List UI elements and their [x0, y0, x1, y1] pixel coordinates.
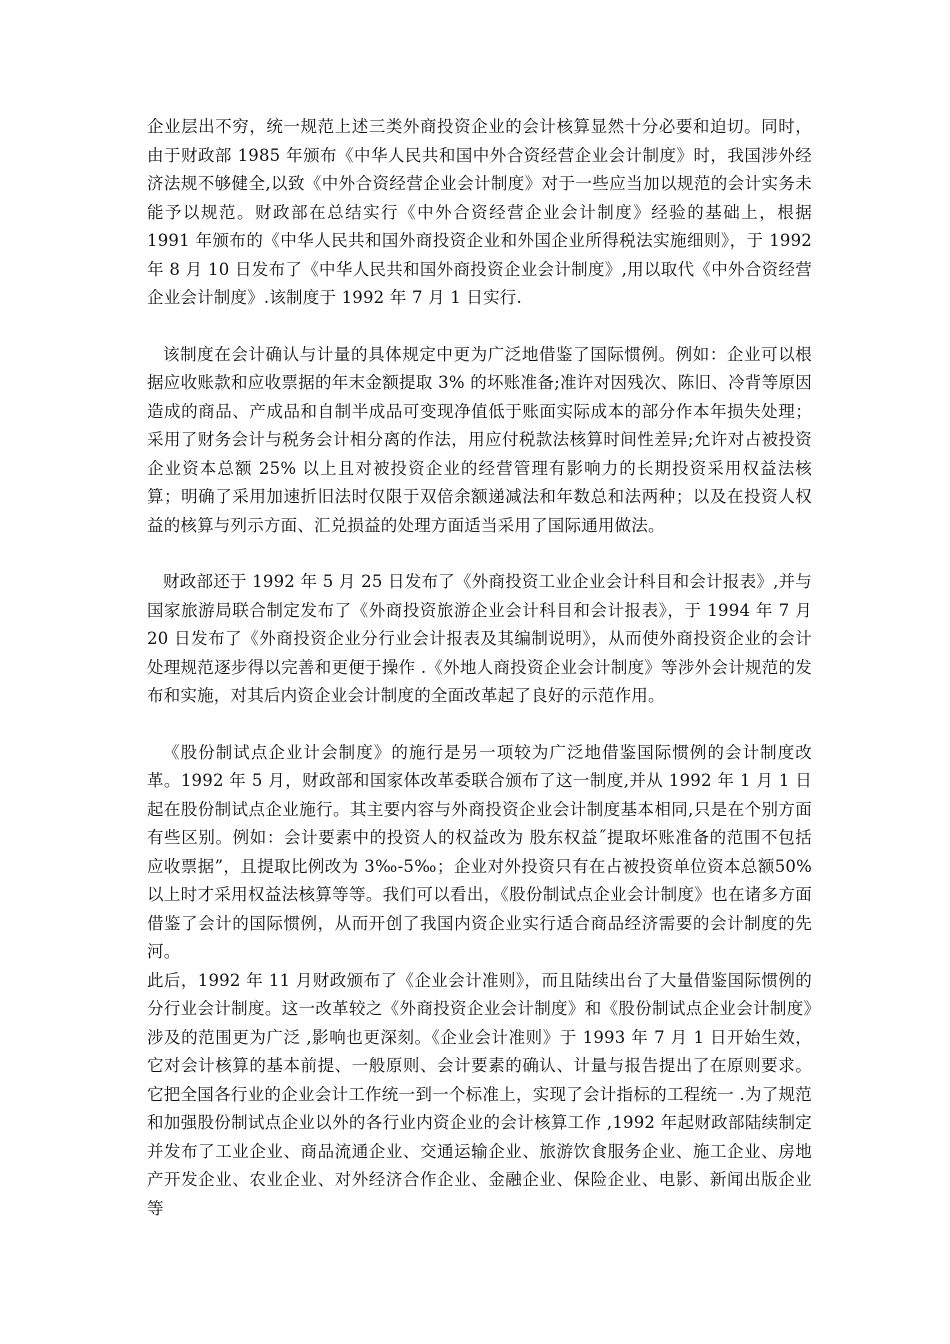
document-page [147, 113, 818, 1223]
paragraph-3: 财政部还于 1992 年 5 月 25 日发布了《外商投资工业企业会计科目和会计报表》,并与国家旅游局联合制定发布了《外商投资旅游企业会计科目和会计报表》，于 1994 年 7 月 20 日发布了《外商投资企业分行业会计报表及其编制说明》，从而使外商投资企业的会计处理规范逐步得以完善和更便于操作 .《外地人商投资企业会计制度》等涉外会计规范的发布和实施，对其后内资企业会计制度的全面改革起了良好的示范作用。 [147, 572, 818, 705]
paragraph-4: 《股份制试点企业计会制度》的施行是另一项较为广泛地借鉴国际惯例的会计制度改革。1992 年 5 月，财政部和国家体改革委联合颁布了这一制度,并从 1992 年 1 月 1 日起在股份制试点企业施行。其主要内容与外商投资企业会计制度基本相同,只是在个别方面有些区别。例如：会计要素中的投资人的权益改为 股东权益˝提取坏账准备的范围不包括 应收票据”，且提取比例改为 3‰-5‰；企业对外投资只有在占被投资单位资本总额50% 以上时才采用权益法核算等等。我们可以看出，《股份制试点企业会计制度》也在诸多方面借鉴了会计的国际惯例，从而开创了我国内资企业实行适合商品经济需要的会计制度的先河。 [147, 742, 818, 961]
paragraph-5: 此后，1992 年 11 月财政颁布了《企业会计准则》，而且陆续出台了大量借鉴国际惯例的分行业会计制度。这一改革较之《外商投资企业会计制度》和《股份制试点企业会计制度》涉及的范围更为广泛 ,影响也更深刻。《企业会计准则》于 1993 年 7 月 1 日开始生效，它对会计核算的基本前提、一般原则、会计要素的确认、计量与报告提出了在原则要求。它把全国各行业的企业会计工作统一到一个标准上，实现了会计指标的工程统一 .为了规范和加强股份制试点企业以外的各行业内资企业的会计核算工作 ,1992 年起财政部陆续制定并发布了工业企业、商品流通企业、交通运输企业、旅游饮食服务企业、施工企业、房地产开发企业、农业企业、对外经济合作企业、金融企业、保险企业、电影、新闻出版企业等 [147, 970, 812, 1218]
paragraph-2: 该制度在会计确认与计量的具体规定中更为广泛地借鉴了国际惯例。例如：企业可以根据应收账款和应收票据的年末金额提取 3% 的坏账准备;准许对因残次、陈旧、冷背等原因造成的商品、产成品和自制半成品可变现净值低于账面实际成本的部分作本年损失处理；采用了财务会计与税务会计相分离的作法，用应付税款法核算时间性差异;允许对占被投资企业资本总额 25% 以上且对被投资企业的经营管理有影响力的长期投资采用权益法核算；明确了采用加速折旧法时仅限于双倍余额递减法和年数总和法两种；以及在投资人权益的核算与列示方面、汇兑损益的处理方面适当采用了国际通用做法。 [147, 344, 812, 535]
paragraph-1: 企业层出不穷，统一规范上述三类外商投资企业的会计核算显然十分必要和迫切。同时，由于财政部 1985 年颁布《中华人民共和国中外合资经营企业会计制度》时，我国涉外经济法规不够健全,以致《中外合资经营企业会计制度》对于一些应当加以规范的会计实务未能予以规范。财政部在总结实行《中外合资经营企业会计制度》经验的基础上，根据 1991 年颁布的《中华人民共和国外商投资企业和外国企业所得税法实施细则》，于 1992 年 8 月 10 日发布了《中华人民共和国外商投资企业会计制度》,用以取代《中外合资经营企业会计制度》.该制度于 1992 年 7 月 1 日实行. [147, 117, 818, 307]
